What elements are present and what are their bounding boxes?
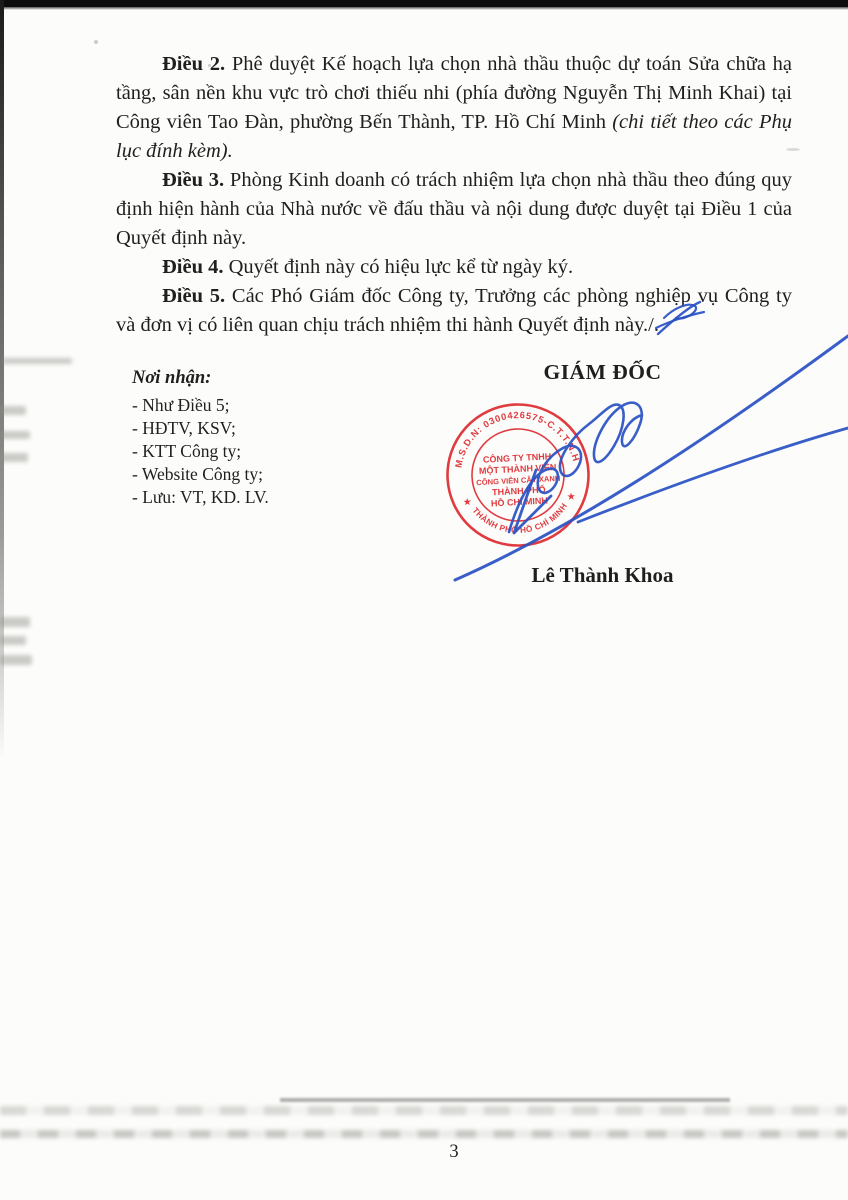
scan-edge-top [0,0,848,7]
scan-streak [0,1130,848,1138]
seal-star-left-icon: ★ [462,496,473,509]
document-body [116,50,792,340]
article-2-italic-note: (chi tiết theo các Phụ lục đính kèm). [116,111,792,162]
recipient-item: - Như Điều 5; [132,395,230,415]
scan-smudge [0,617,30,627]
signer-name: Lê Thành Khoa [531,563,674,587]
page-number: 3 [449,1142,459,1162]
seal-bottom-arc-text: THÀNH PHỐ HỒ CHÍ MINH [470,501,570,536]
article-3-text: Phòng Kinh doanh có trách nhiệm lựa chọn nhà thầu theo đúng quy định hiện hành của Nhà nước về đấu thầu và nội dung được duyệt tại Điều 1 của Quyết định này. [116,169,792,249]
seal-company-line: CÔNG TY TNHH [482,451,552,465]
scan-smudge [0,431,30,439]
article-5-paragraph [116,282,792,340]
article-2-label: Điều 2. [162,53,226,75]
recipients-list [132,394,269,509]
article-2-paragraph [116,50,792,166]
article-4-paragraph [116,253,792,282]
scan-smudge [0,655,32,665]
scan-smudge [0,406,26,415]
company-seal-stamp [439,396,597,554]
article-5-label: Điều 5. [162,285,226,307]
signer-title: GIÁM ĐỐC [543,360,662,384]
seal-company-line: MỘT THÀNH VIÊN [478,461,557,477]
article-4-text: Quyết định này có hiệu lực kể từ ngày ký. [223,256,574,278]
recipients-block [132,368,269,509]
article-2-text: Phê duyệt Kế hoạch lựa chọn nhà thầu thuộc dự toán Sửa chữa hạ tầng, sân nền khu vực trò chơi thiếu nhi (phía đường Nguyễn Thị Minh Khai) tại Công viên Tao Đàn, phường Bến Thành, TP. Hồ Chí Minh [116,53,793,133]
signature-stroke [578,428,848,522]
seal-top-arc-text: M.S.D.N: 0300426575-C.T.T.N.H [453,410,582,469]
seal-company-line: HỒ CHÍ MINH [490,495,549,509]
scan-edge-left [0,0,4,760]
recipient-item: - HĐTV, KSV; [132,418,236,438]
article-3-paragraph [116,166,792,253]
seal-star-right-icon: ★ [566,491,577,503]
scan-smudge [0,453,28,462]
article-3-label: Điều 3. [162,169,225,191]
scan-speck [94,40,98,44]
scan-smudge [2,358,72,364]
recipient-item: - Lưu: VT, KD. LV. [132,487,269,507]
recipient-item: - KTT Công ty; [132,441,242,461]
seal-company-line: CÔNG VIÊN CÂY XANH [475,473,561,488]
scan-streak [280,1098,730,1102]
scan-smudge [0,636,26,645]
article-5-text: Các Phó Giám đốc Công ty, Trưởng các phòng nghiệp vụ Công ty và đơn vị có liên quan chịu trách nhiệm thi hành Quyết định này./. [116,285,793,336]
scan-streak [0,1106,848,1115]
seal-company-line: THÀNH PHỐ [491,484,546,498]
article-4-label: Điều 4. [162,256,224,278]
recipient-item: - Website Công ty; [132,464,263,484]
recipients-title: Nơi nhận: [132,368,212,388]
scan-edge-top-shadow [0,7,848,10]
